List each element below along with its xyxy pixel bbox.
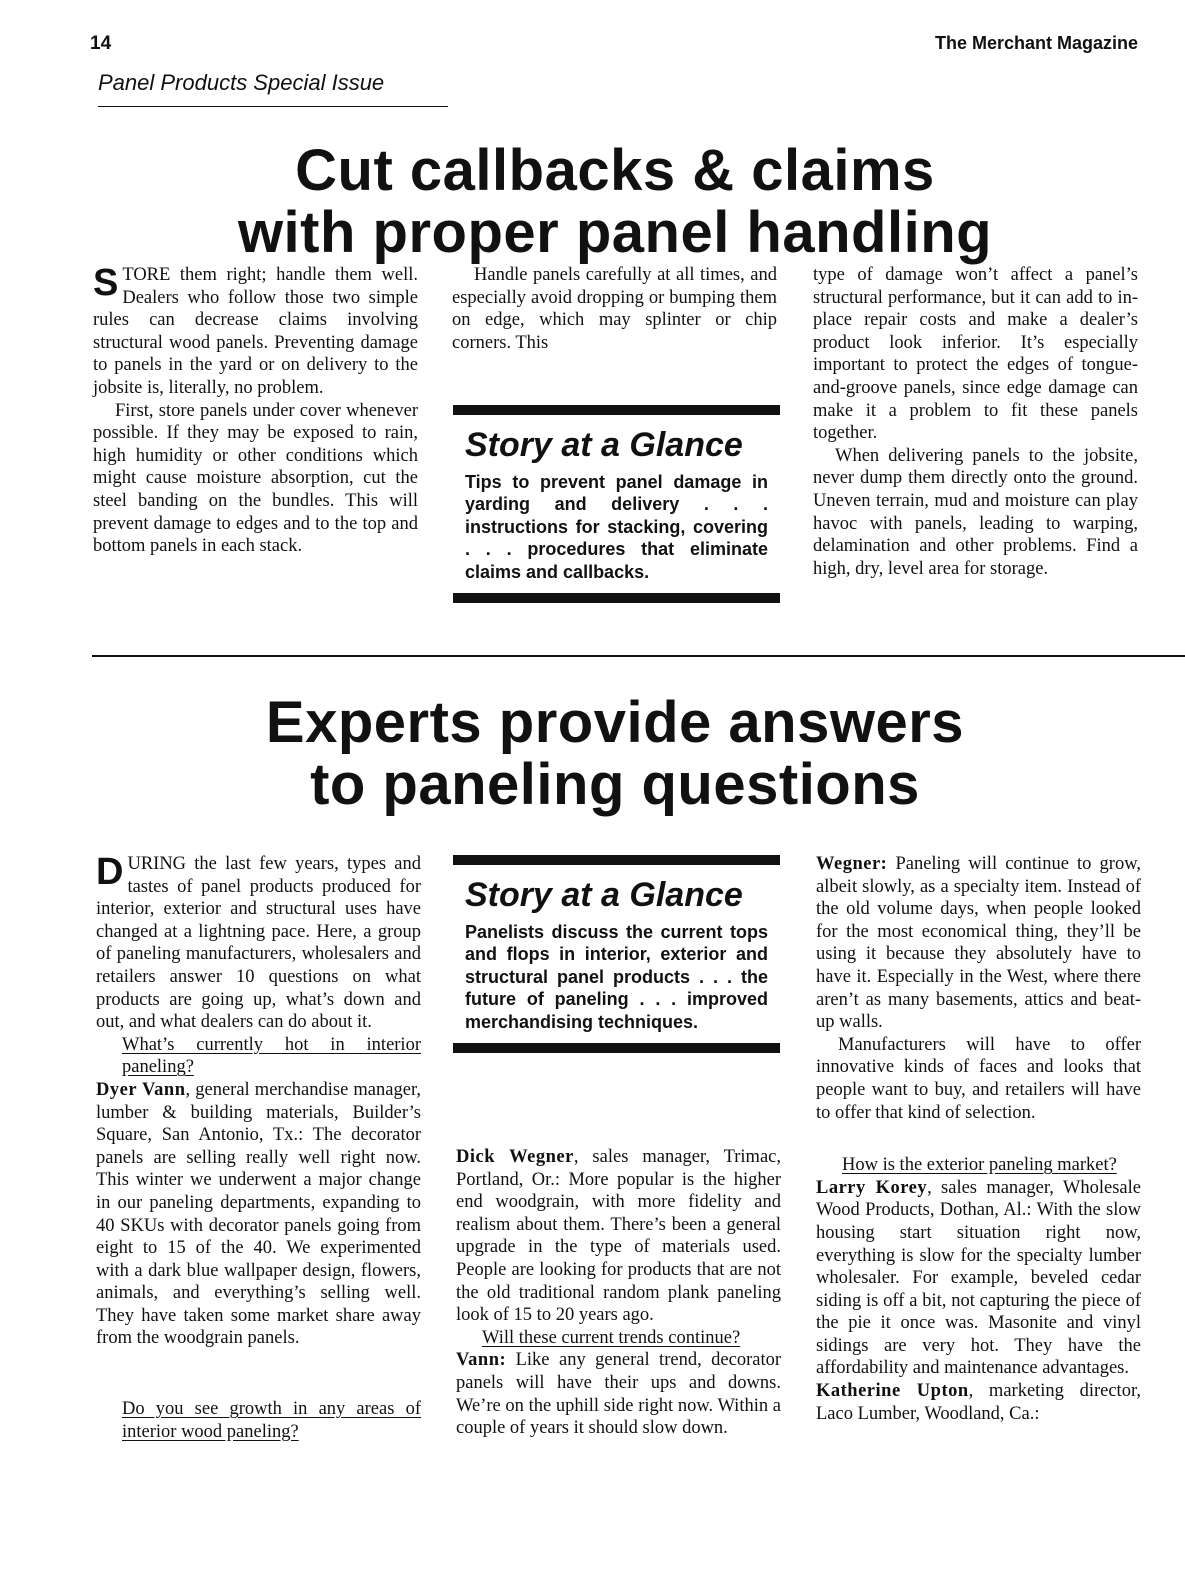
article2-headline-line2: to paneling questions [310, 752, 920, 817]
article1-paragraph-1: TORE them right; handle them well. Dealers who follow those two simple rules can decrease claims involving structural wood panels. Preventing damage to panels in the yard or on delivery to the jobsite is, literally, no problem. [93, 265, 418, 398]
article2-question-growth: Do you see growth in any areas of interior wood paneling? [122, 1399, 421, 1442]
article1-paragraph-5: When delivering panels to the jobsite, never dump them directly onto the ground. Uneven terrain, mud and moisture can play havoc with panels, leading to warping, delamination and other problems. Find a high, dry, level area for storage. [813, 445, 1138, 579]
article1-column-3 [813, 264, 1138, 580]
article1-glance-text: Tips to prevent panel damage in yarding and delivery . . . instructions for stacking, covering . . . procedures that eliminate claims and callbacks. [465, 472, 768, 582]
article2-answer-wegner-2: Wegner: Paneling will continue to grow, albeit slowly, as a specialty item. Instead of the old volume days, when people looked for the most economical thing, they’ll be using it because they absolutely have to have it. Especially in the West, where there aren’t as many basements, attics and beat-up walls. [816, 854, 1141, 1033]
article2-question-exterior: How is the exterior paneling market? [842, 1155, 1117, 1176]
article2-answer-korey: Larry Korey, sales manager, Wholesale Wood Products, Dothan, Al.: With the slow housing start situation right now, everything is slow for the specialty lumber wholesaler. For example, beveled cedar siding is off a bit, not capturing the piece of the pie it once was. Masonite and vinyl sidings are very hot. They have the affordability and maintenance advantages. [816, 1177, 1141, 1379]
article1-headline-line2: with proper panel handling [237, 200, 993, 265]
speaker-name-wegner: Dick Wegner [456, 1147, 574, 1167]
speaker-name-vann: Dyer Vann [96, 1079, 186, 1100]
article2-intro: URING the last few years, types and tastes of panel products produced for interior, exterior and structural uses have changed at a lightning pace. Here, a group of paneling manufacturers, wholesalers and retailers answer 10 questions on what products are going up, what’s down and out, and what dealers can do about it. [96, 854, 421, 1033]
article1-headline-line1: Cut callbacks & claims [295, 138, 935, 203]
article2-answer-vann-1: Dyer Vann, general merchandise manager, lumber & building materials, Builder’s Square, San Antonio, Tx.: The decorator panels are selling really well right now. This winter we underwent a major change in our paneling departments, expanding to 40 SKUs with decorator panels going from eight to 15 of the 40. We experimented with a dark blue wallpaper design, flowers, animals, and everything’s selling well. They have taken some market share away from the woodgrain panels. [96, 1079, 421, 1349]
article1-dropcap: S [93, 262, 119, 304]
article2-column-2 [456, 1146, 781, 1440]
page-number: 14 [90, 33, 112, 54]
magazine-name: The Merchant Magazine [934, 33, 1138, 53]
speaker-name-korey: Larry Korey [816, 1177, 928, 1198]
article1-paragraph-3: Handle panels carefully at all times, and especially avoid dropping or bumping them on edge, which may splinter or chip corners. This [452, 265, 777, 353]
article2-glance-box [453, 855, 780, 1053]
article-divider [92, 655, 1185, 657]
article2-headline [90, 692, 1140, 816]
article2-answer-wegner-3: Manufacturers will have to offer innovative kinds of faces and looks that people want to buy, and retailers will have to offer that kind of selection. [816, 1034, 1141, 1123]
article2-column-3 [816, 853, 1141, 1425]
article2-dropcap: D [96, 851, 124, 893]
article2-answer-vann-2: Vann: Like any general trend, decorator panels will have their ups and downs. We’re on the uphill side right now. Within a couple of years it should slow down. [456, 1350, 781, 1439]
article2-answer-wegner-1: Dick Wegner, sales manager, Trimac, Portland, Or.: More popular is the higher end woodgrain, with more fidelity and realism about them. There’s been a general upgrade in the type of materials used. People are looking for products that are not the old traditional random plank paneling look of 15 to 20 years ago. [456, 1147, 781, 1326]
article2-answer-upton: Katherine Upton, marketing director, Laco Lumber, Woodland, Ca.: [816, 1381, 1141, 1424]
article2-headline-line1: Experts provide answers [265, 690, 965, 755]
article2-question-hot: What’s currently hot in interior paneling? [122, 1034, 421, 1078]
article1-column-1 [93, 264, 418, 558]
article1-paragraph-4: type of damage won’t affect a panel’s structural performance, but it can add to in-place repair costs and make a dealer’s product look inferior. It’s especially important to protect the edges of tongue-and-groove panels, since edge damage can make it a problem to fit these panels together. [813, 265, 1138, 444]
section-label: Panel Products Special Issue [98, 70, 448, 107]
article1-glance-title: Story at a Glance [465, 426, 743, 464]
article2-question-trends: Will these current trends continue? [482, 1327, 741, 1348]
article2-column-1 [96, 853, 421, 1443]
article1-headline [90, 140, 1140, 264]
speaker-name-upton: Katherine Upton [816, 1381, 969, 1402]
article1-glance-box [453, 405, 780, 603]
article1-column-2 [452, 264, 777, 354]
article1-paragraph-2: First, store panels under cover whenever possible. If they may be exposed to rain, high humidity or other conditions which might cause moisture absorption, cut the steel banding on the bundles. This will prevent damage to edges and to the top and bottom panels in each stack. [93, 400, 418, 557]
article2-glance-text: Panelists discuss the current tops and flops in interior, exterior and structural panel products . . . the future of paneling . . . improved merchandising techniques. [465, 922, 768, 1032]
article2-glance-title: Story at a Glance [465, 876, 743, 914]
